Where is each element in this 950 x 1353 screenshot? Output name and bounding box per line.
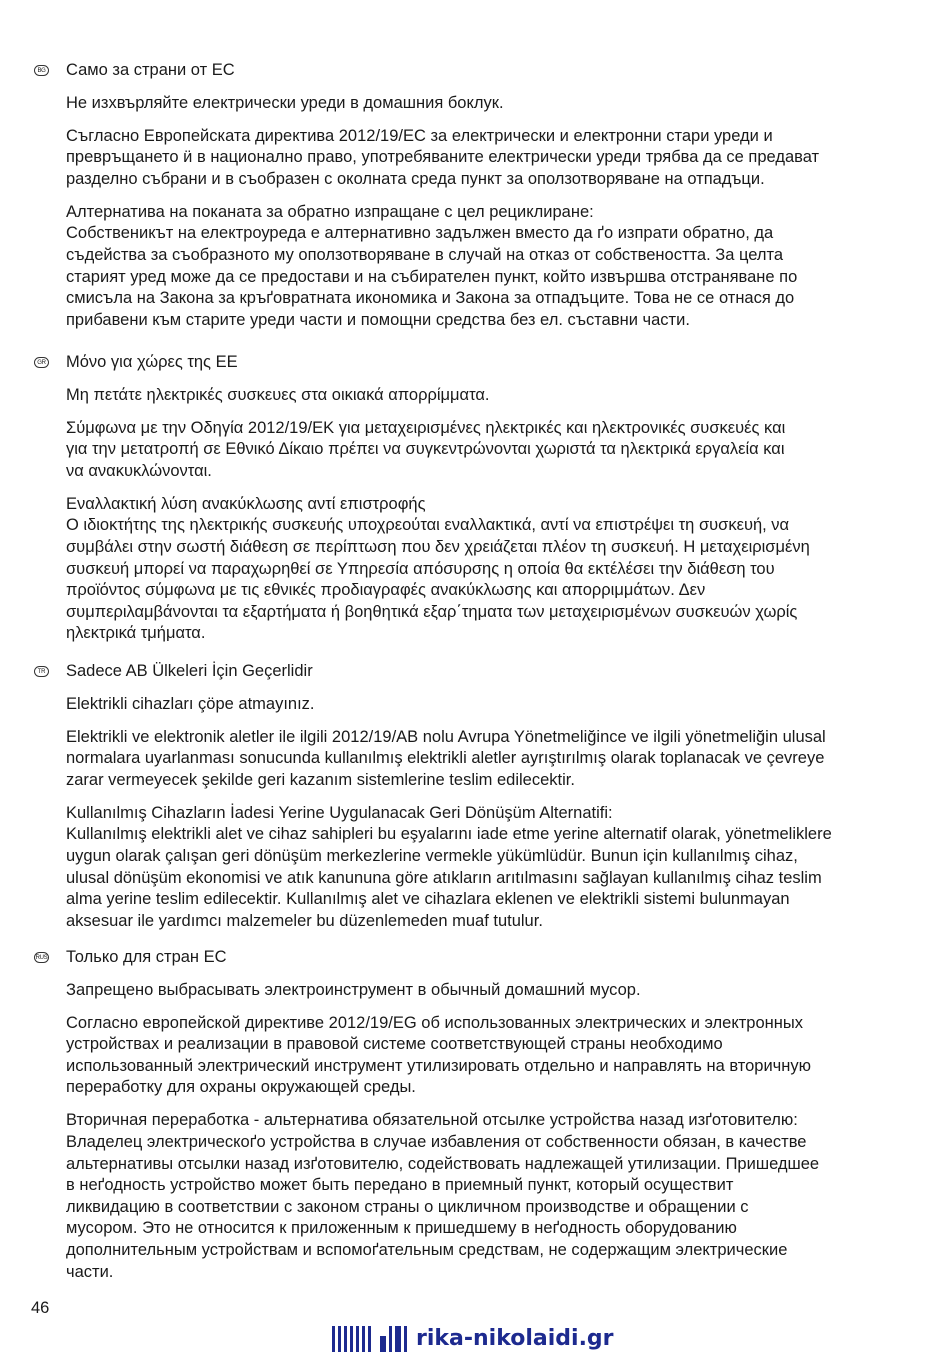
paragraph — [0, 418, 950, 483]
text-line: ликвидацию в соответствии с законом страны о цикличном производстве и обращении с — [66, 1197, 749, 1216]
text-line: Σύμφωνα με την Οδηγία 2012/19/ΕΚ για μεταχειρισμένες ηλεκτρικές και ηλεκτρονικές συσκευές και — [66, 418, 786, 437]
text-line: normalara uyarlanması sonucunda kullanılmış elektrikli aletler ayrıştırılmış olarak toplanacak ve çevreye — [66, 749, 825, 768]
text-line: смисъла на Закона за кръґовратната икономика и Закона за отпадъците. Това не се отнася до — [66, 289, 795, 308]
text-line: προϊόντος σύμφωνα με τις εθνικές προδιαγραφές ανακύκλωσης και απορριμμάτων. Δεν — [66, 581, 706, 600]
text-line: превръщането ӥ в национално право, употребяваните електрически уреди трябва да се предават — [66, 148, 820, 167]
country-code-icon: GR — [34, 357, 49, 368]
text-line: συμπεριλαμβάνονται τα εξαρτήματα ή βοηθητικά εξαρ΄τηματα των μεταχειρισμένων συσκευών χωρίς — [66, 602, 798, 621]
country-code-icon: BG — [34, 65, 49, 76]
text-line: дополнительным устройствам и вспомоґательным средствам, не содержащим электрические — [66, 1241, 788, 1260]
text-line: прибавени към старите уреди части и помощни средства без ел. съставни части. — [66, 310, 690, 329]
text-line: мусором. Это не относится к приложенным к пришедшему в неґодность оборудованию — [66, 1219, 737, 1238]
text-line: старият уред може да се предостави и на събирателен пункт, който извършва отстраняване по — [66, 267, 798, 286]
text-line: ulusal dönüşüm ekonomisi ve atık kanununa göre atıkların arıtılmasını sağlayan kullanılmış cihaz teslim — [66, 868, 822, 887]
text-line: альтернативы отсылки назад изґотовителю, содействовать надлежащей утилизации. Пришедшее — [66, 1154, 820, 1173]
text-line: устройствах и реализации в правовой системе соответствующей страны необходимо — [66, 1035, 723, 1054]
paragraph — [0, 1110, 950, 1283]
text-line: Собственикът на електроуреда е алтернативно задължен вместо да ґо изпрати обратно, да — [66, 224, 774, 243]
paragraph — [0, 385, 950, 407]
heading-text: Только для стран ЕС — [66, 948, 227, 966]
text-line: Kullanılmış Cihazların İadesi Yerine Uygulanacak Geri Dönüşüm Alternatifi: — [66, 803, 613, 822]
paragraph — [0, 1013, 950, 1099]
text-line: alma yerine teslim edilecektir. Kullanılmış alet ve cihazlara eklenen ve elektrikli sistemi bulunmayan — [66, 890, 790, 909]
text-line: Владелец электрическоґо устройства в случае избавления от собственности обязан, в качестве — [66, 1133, 807, 1152]
text-line: переработку для охраны окружающей среды. — [66, 1078, 416, 1097]
text-line: Μη πετάτε ηλεκτρικές συσκευες στα οικιακά απορρίμματα. — [66, 385, 490, 404]
text-line: в неґодность устройство может быть передано в приемный пункт, который осуществит — [66, 1176, 734, 1195]
heading-text: Sadece AB Ülkeleri İçin Geçerlidir — [66, 662, 313, 680]
section-heading — [0, 946, 950, 968]
heading-text: Само за страни от ЕС — [66, 61, 235, 79]
section-rus — [0, 946, 950, 1283]
text-line: να ανακυκλώνονται. — [66, 461, 212, 480]
paragraph — [0, 93, 950, 115]
section-bg — [0, 59, 950, 331]
paragraph — [0, 980, 950, 1002]
section-heading — [0, 351, 950, 373]
page-number: 46 — [31, 1299, 50, 1317]
text-line: aksesuar ile yardımcı malzemeler bu düzenlemeden muaf tutulur. — [66, 911, 543, 930]
text-line: Εναλλακτική λύση ανακύκλωσης αντί επιστροφής — [66, 494, 426, 513]
barcode-icon — [332, 1324, 410, 1352]
section-heading — [0, 59, 950, 81]
text-line: Согласно европейской директиве 2012/19/EG об использованных электрических и электронных — [66, 1013, 803, 1032]
text-line: Не изхвърляйте електрически уреди в домашния боклук. — [66, 93, 504, 112]
section-heading — [0, 660, 950, 682]
section-tr — [0, 660, 950, 932]
country-code-icon: TR — [34, 666, 49, 677]
paragraph — [0, 694, 950, 716]
section-gr — [0, 351, 950, 645]
text-line: uygun olarak çalışan geri dönüşüm merkezlerine vermekle yükümlüdür. Bunun için kullanılmış cihaz, — [66, 847, 798, 866]
text-line: съдейства за съобразното му оползотворяване в случай на отказ от собствеността. За целта — [66, 246, 784, 265]
text-line: Ο ιδιοκτήτης της ηλεκτρικής συσκευής υποχρεούται εναλλακτικά, αντί να επιστρέψει τη συσκευή, να — [66, 516, 790, 535]
country-code-icon: RUS — [34, 952, 49, 963]
text-line: Вторичная переработка - альтернатива обязательной отсылке устройства назад изґотовителю: — [66, 1111, 798, 1130]
watermark-text: rika-nikolaidi.gr — [416, 1326, 614, 1351]
heading-text: Μόνο για χώρες της ΕΕ — [66, 353, 238, 371]
text-line: Kullanılmış elektrikli alet ve cihaz sahipleri bu eşyalarını iade etme yerine alternatif olarak, yönetmeliklere — [66, 825, 832, 844]
watermark-logo — [332, 1322, 614, 1352]
text-line: Съгласно Европейската директива 2012/19/ЕС за електрически и електронни стари уреди и — [66, 126, 773, 145]
paragraph — [0, 727, 950, 792]
paragraph — [0, 803, 950, 933]
paragraph — [0, 202, 950, 332]
text-line: Алтернатива на поканата за обратно изпращане с цел рециклиране: — [66, 202, 594, 221]
text-line: Запрещено выбрасывать электроинструмент в обычный домашний мусор. — [66, 980, 641, 999]
paragraph — [0, 126, 950, 191]
text-line: разделно събрани и в съобразен с околната среда пункт за оползотворяване на отпадъци. — [66, 169, 765, 188]
text-line: συμβάλει στην σωστή διάθεση σε περίπτωση που δεν χρειάζεται πλέον τη συσκευή. Η μεταχειρισμένη — [66, 538, 810, 557]
text-line: συσκευή μπορεί να παραχωρηθεί σε Υπηρεσία απόσυρσης η οποία θα εκτέλέσει την διάθεση του — [66, 559, 775, 578]
paragraph — [0, 494, 950, 645]
text-line: использованный электрический инструмент утилизировать отдельно и направлять на вторичную — [66, 1056, 812, 1075]
text-line: zarar vermeyecek şekilde geri kazanım sistemlerine teslim edilecektir. — [66, 770, 575, 789]
text-line: για την μετατροπή σε Εθνικό Δίκαιο πρέπει να συγκεντρώνονται χωριστά τα ηλεκτρικά εργαλεία και — [66, 440, 785, 459]
text-line: Elektrikli ve elektronik aletler ile ilgili 2012/19/AB nolu Avrupa Yönetmeliğince ve ilgili yönetmeliğin ulusal — [66, 727, 826, 746]
text-line: части. — [66, 1262, 114, 1281]
text-line: Elektrikli cihazları çöpe atmayınız. — [66, 694, 315, 713]
text-line: ηλεκτρικά τμήματα. — [66, 624, 206, 643]
